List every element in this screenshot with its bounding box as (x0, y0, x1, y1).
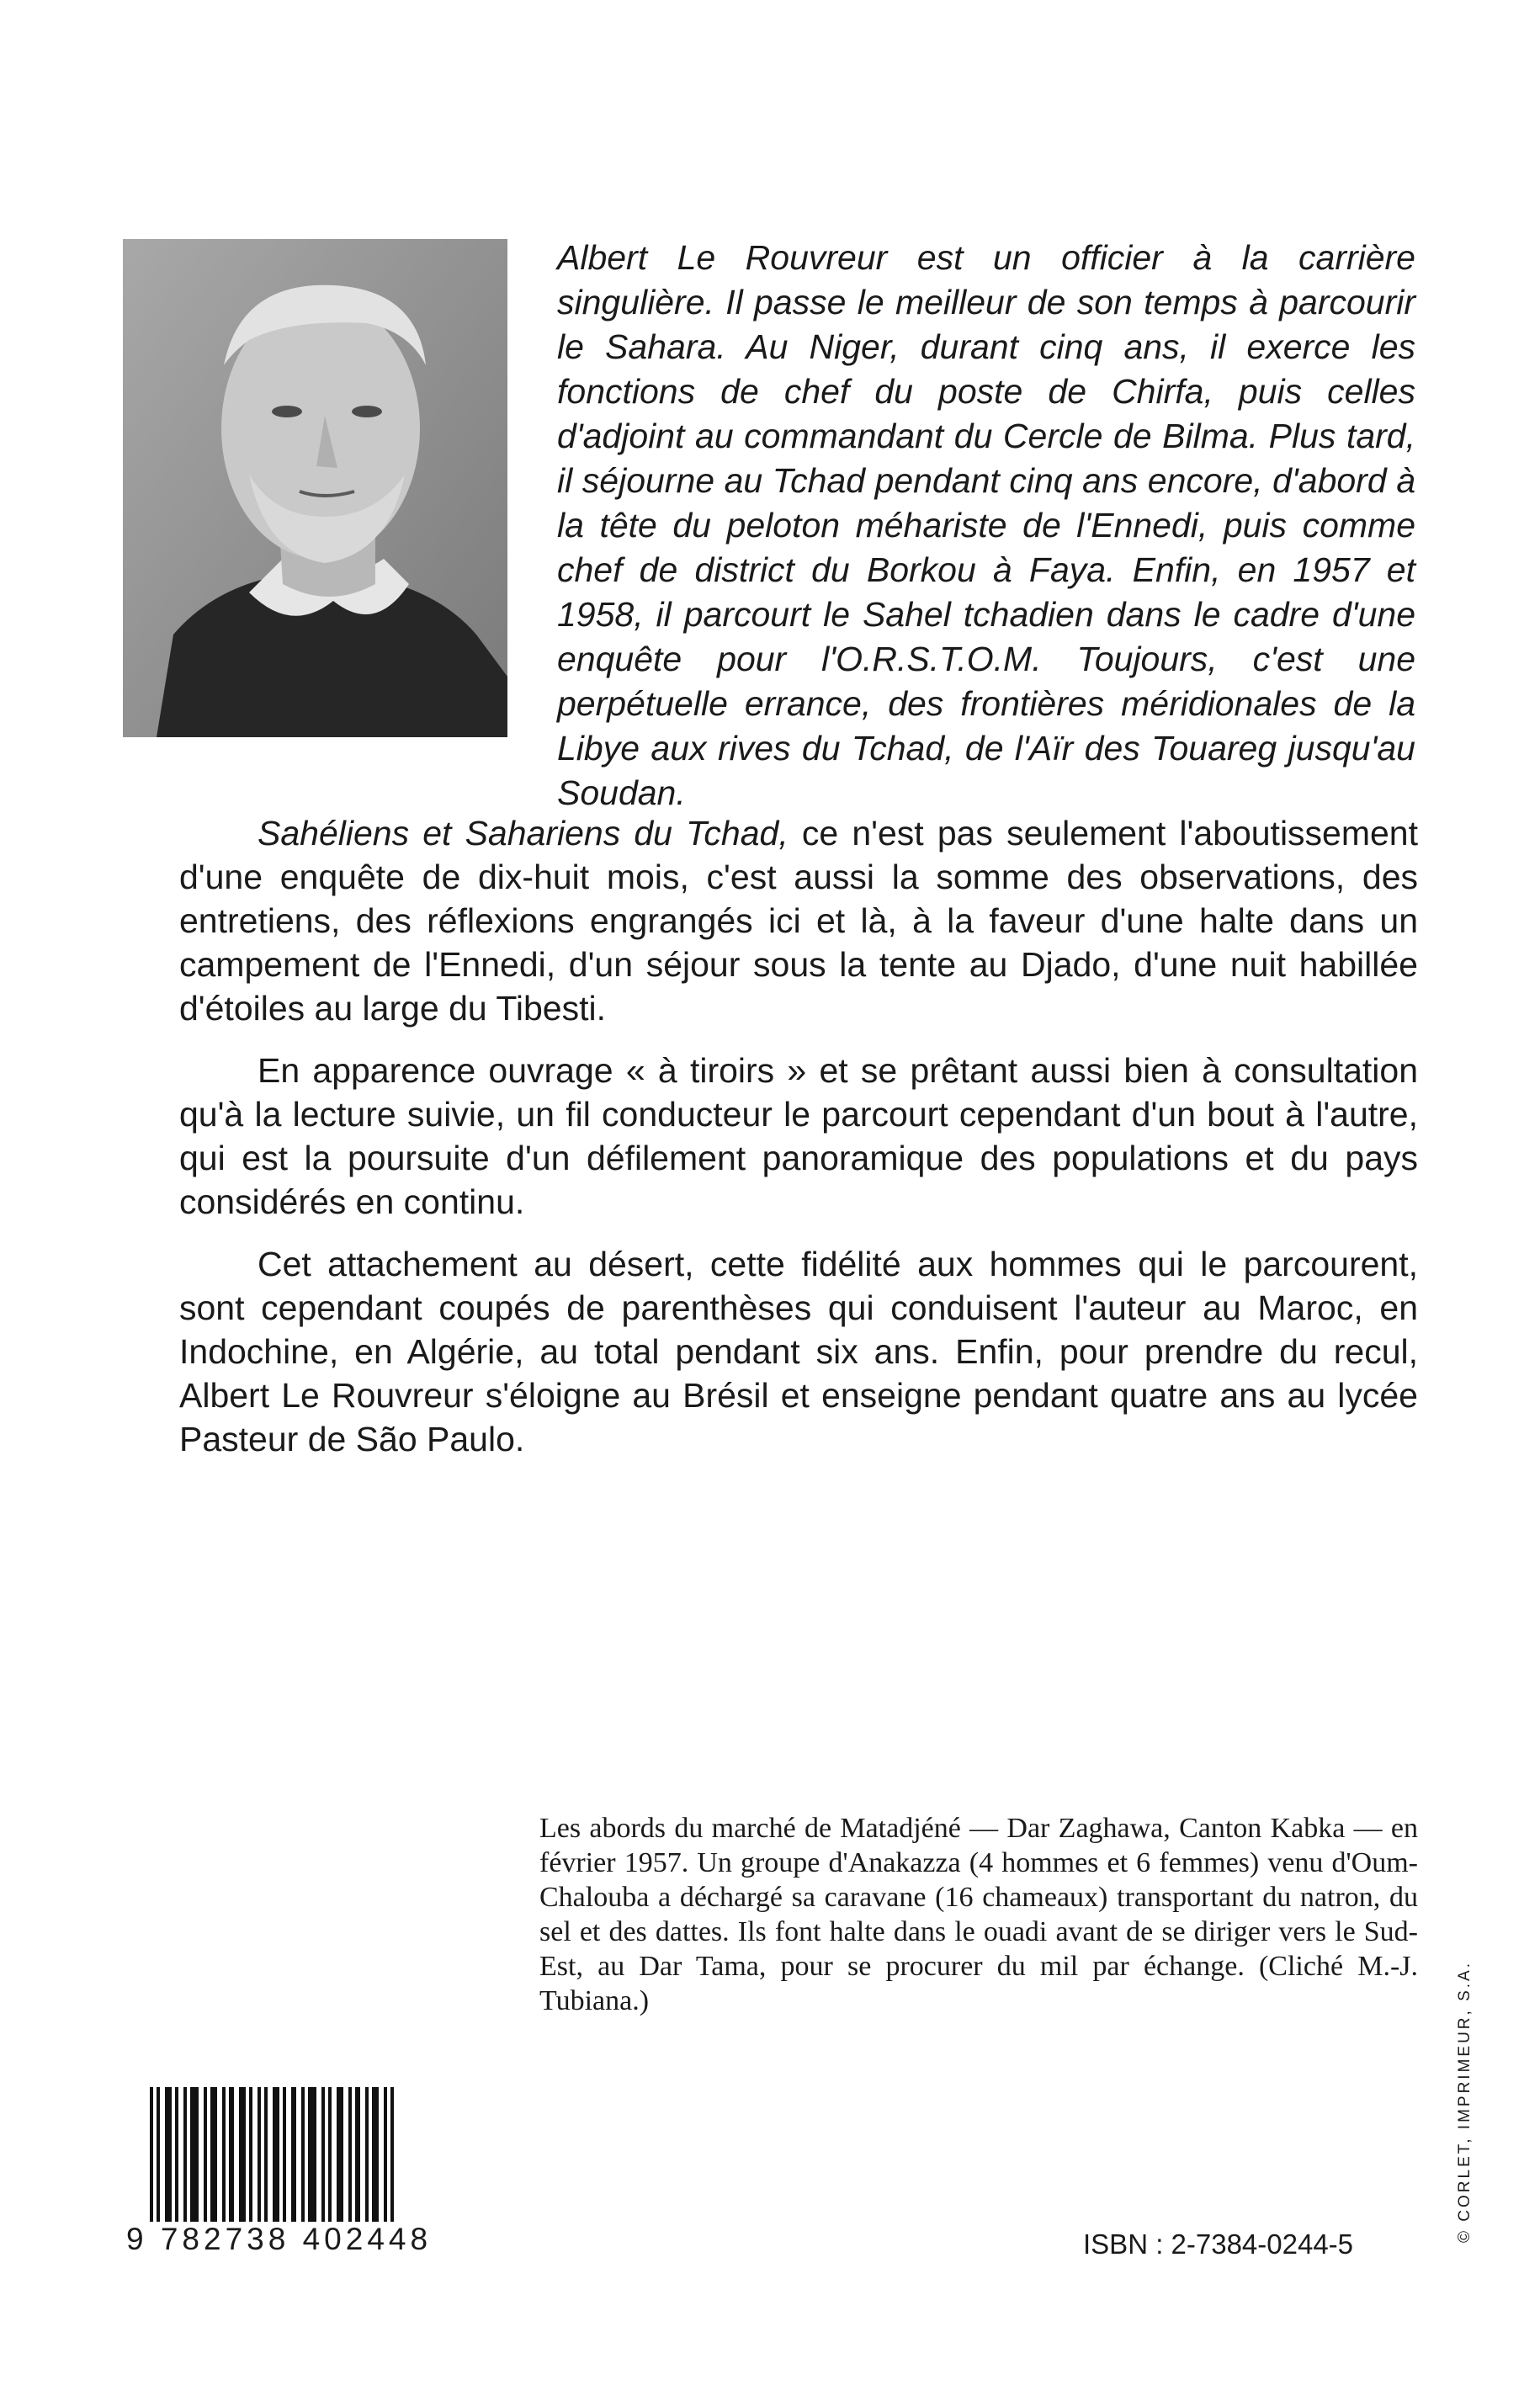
paragraph-3: Cet attachement au désert, cette fidélité aux hommes qui le parcourent, sont cependant coupés de parenthèses qui conduisent l'auteur au Maroc, en Indochine, en Algérie, au total pendant six ans. Enfin, pour prendre du recul, Albert Le Rouvreur s'éloigne au Brésil et enseigne pendant quatre ans au lycée Pasteur de São Paulo. (179, 1245, 1418, 1458)
paragraph-1 (179, 811, 1418, 1030)
back-cover-text (179, 811, 1418, 1479)
isbn-number: ISBN : 2-7384-0244-5 (1083, 2228, 1354, 2260)
barcode-digits: 9 782738 402448 (126, 2222, 433, 2256)
author-bio: Albert Le Rouvreur est un officier à la carrière singulière. Il passe le meilleur de son temps à parcourir le Sahara. Au Niger, durant cinq ans, il exerce les fonctions de chef du poste de Chirfa, puis celles d'adjoint au commandant du Cercle de Bilma. Plus tard, il séjourne au Tchad pendant cinq ans encore, d'abord à la tête du peloton méhariste de l'Ennedi, puis comme chef de district du Borkou à Faya. Enfin, en 1957 et 1958, il parcourt le Sahel tchadien dans le cadre d'une enquête pour l'O.R.S.T.O.M. Toujours, c'est une perpétuelle errance, des frontières méridionales de la Libye aux rives du Tchad, de l'Aïr des Touareg jusqu'au Soudan. (557, 238, 1415, 812)
printer-credit: © CORLET, IMPRIMEUR, S.A. (1456, 1961, 1474, 2243)
author-portrait-photo (123, 239, 507, 737)
portrait-icon (123, 239, 507, 737)
cover-photo-caption: Les abords du marché de Matadjéné — Dar Zaghawa, Canton Kabka — en février 1957. Un groupe d'Anakazza (4 hommes et 6 femmes) venu d'Oum-Chalouba a déchargé sa caravane (16 chameaux) transportant du natron, du sel et des dattes. Ils font halte dans le ouadi avant de se diriger vers le Sud-Est, au Dar Tama, pour se procurer du mil par échange. (Cliché M.-J. Tubiana.) (539, 1813, 1418, 2016)
paragraph-2: En apparence ouvrage « à tiroirs » et se prêtant aussi bien à consultation qu'à la lecture suivie, un fil conducteur le parcourt cependant d'un bout à l'autre, qui est la poursuite d'un défilement panoramique des populations et du pays considérés en continu. (179, 1051, 1418, 1221)
paragraph-1-text: ce n'est pas seulement l'aboutissement d'une enquête de dix-huit mois, c'est aussi la somme des observations, des entretiens, des réflexions engrangés ici et là, à la faveur d'une halte dans un campement de l'Ennedi, d'un séjour sous la tente au Djado, d'une nuit habillée d'étoiles au large du Tibesti. (179, 814, 1419, 1028)
book-title: Sahéliens et Sahariens du Tchad, (258, 814, 789, 853)
